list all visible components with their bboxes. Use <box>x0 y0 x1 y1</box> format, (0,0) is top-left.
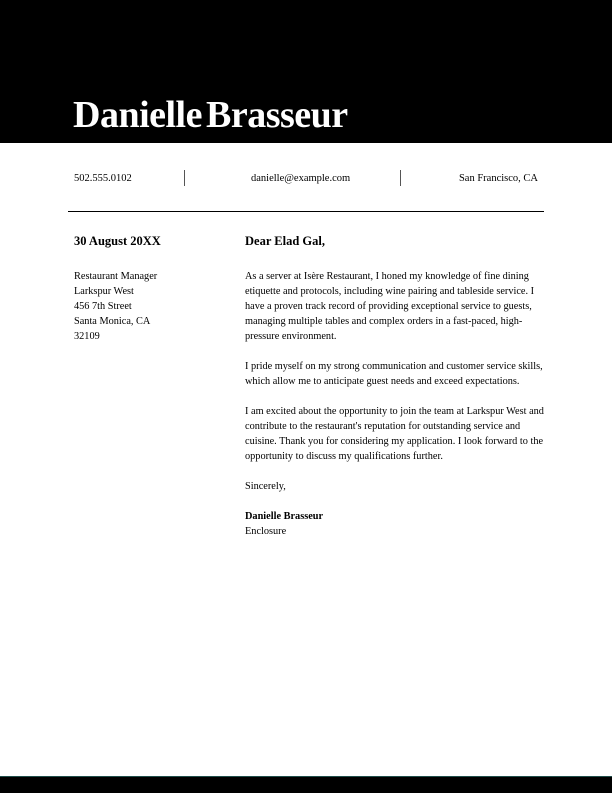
recipient-city: Santa Monica, CA <box>74 316 151 327</box>
footer-band <box>0 776 612 793</box>
last-name: Brasseur <box>205 94 348 136</box>
horizontal-rule <box>68 211 544 212</box>
body-paragraph: I pride myself on my strong communication and customer service skills, which allow me to anticipate guest needs and exceed expectations. <box>245 361 543 387</box>
header-band <box>0 0 612 143</box>
body-paragraph: As a server at Isère Restaurant, I honed my knowledge of fine dining etiquette and protocols, including wine pairing and tableside service. I have a proven track record of providing exceptional service to guests, managing multiple tables and complex orders in a fast-paced, high-pressure environment. <box>245 271 535 342</box>
closing: Sincerely, <box>245 481 286 492</box>
letter-date: 30 August 20XX <box>74 234 161 248</box>
first-name: Danielle <box>73 94 202 136</box>
signer-name: Danielle Brasseur <box>245 511 324 522</box>
recipient-street: 456 7th Street <box>74 301 132 312</box>
contact-phone: 502.555.0102 <box>74 173 132 184</box>
salutation: Dear Elad Gal, <box>245 234 325 248</box>
letter-body <box>245 269 545 539</box>
enclosure-note: Enclosure <box>245 526 287 537</box>
recipient-zip: 32109 <box>74 331 100 342</box>
recipient-title: Restaurant Manager <box>74 271 158 282</box>
contact-divider <box>184 170 185 186</box>
contact-location: San Francisco, CA <box>458 173 538 184</box>
contact-divider <box>400 170 401 186</box>
contact-email: danielle@example.com <box>251 173 351 184</box>
recipient-company: Larkspur West <box>74 286 134 297</box>
applicant-name <box>73 92 348 138</box>
recipient-address <box>74 269 157 344</box>
body-paragraph: I am excited about the opportunity to join the team at Larkspur West and contribute to the restaurant's reputation for outstanding service and cuisine. Thank you for considering my application. I look forward to the opportunity to discuss my qualifications further. <box>245 406 544 462</box>
